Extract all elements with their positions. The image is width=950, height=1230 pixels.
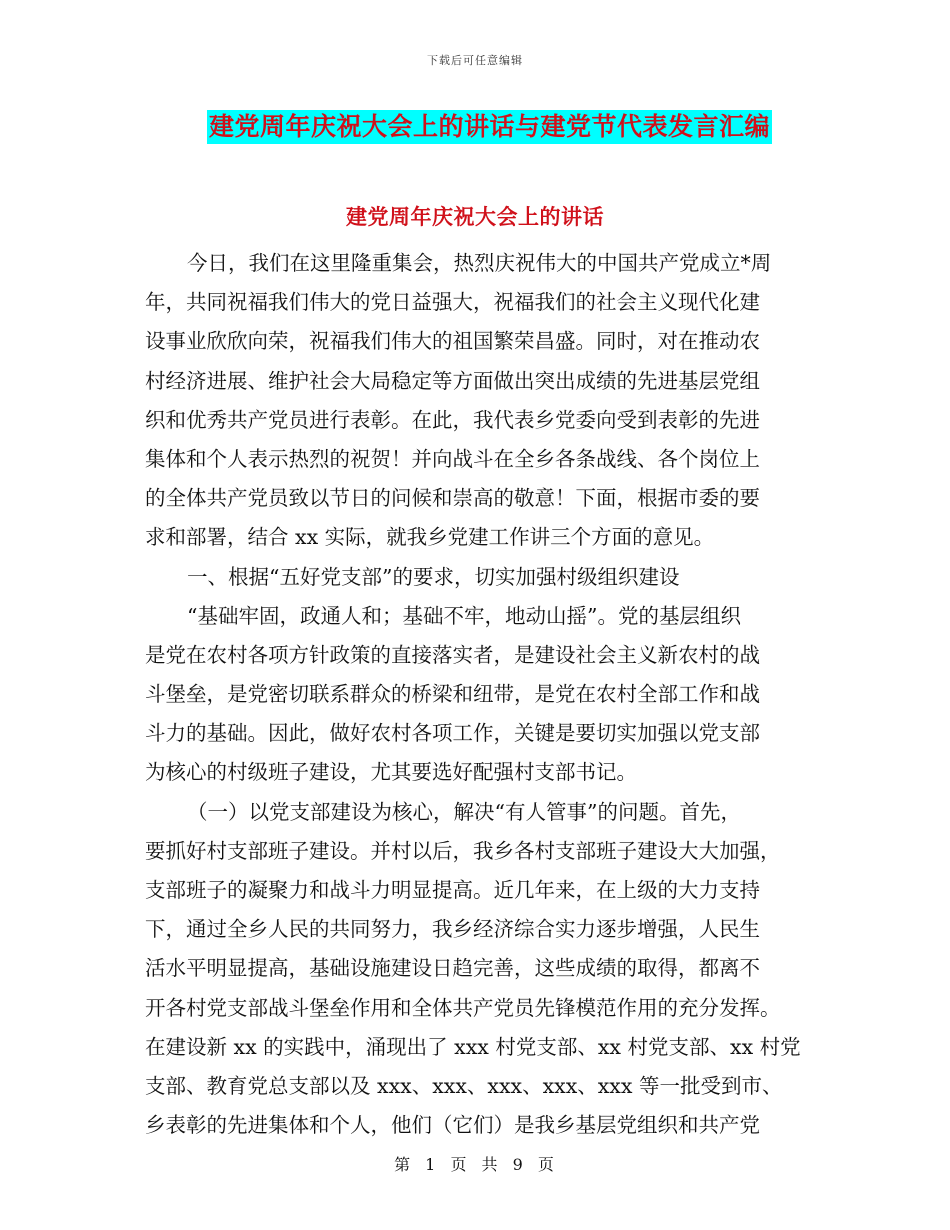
page-number-footer: 第 1 页 共 9 页	[394, 1155, 556, 1174]
paragraph-line: 是党在农村各项方针政策的直接落实者，是建设社会主义新农村的战	[145, 642, 760, 667]
paragraph-line: 支部、教育党总支部以及 xxx、xxx、xxx、xxx、xxx 等一批受到市、	[145, 1073, 783, 1098]
paragraph-line: 斗力的基础。因此，做好农村各项工作，关键是要切实加强以党支部	[145, 721, 760, 746]
section-title: 建党周年庆祝大会上的讲话	[346, 204, 604, 229]
paragraph-line: 要抓好村支部班子建设。并村以后，我乡各村支部班子建设大大加强，	[145, 838, 781, 863]
paragraph-line: 支部班子的凝聚力和战斗力明显提高。近几年来，在上级的大力支持	[145, 878, 760, 902]
paragraph-line: （一）以党支部建设为核心，解决“有人管事”的问题。首先，	[187, 799, 741, 824]
paragraph-line: 为核心的村级班子建设，尤其要选好配强村支部书记。	[145, 760, 637, 785]
paragraph-line: 斗堡垒，是党密切联系群众的桥梁和纽带，是党在农村全部工作和战	[145, 682, 760, 707]
paragraph-line: 活水平明显提高，基础设施建设日趋完善，这些成绩的取得，都离不	[145, 956, 760, 981]
paragraph-line: “基础牢固，政通人和；基础不牢，地动山摇”。党的基层组织	[187, 603, 741, 628]
paragraph-line: 下，通过全乡人民的共同努力，我乡经济综合实力逐步增强，人民生	[145, 917, 760, 942]
paragraph-line: 今日，我们在这里隆重集会，热烈庆祝伟大的中国共产党成立*周	[187, 251, 772, 275]
document-main-title: 建党周年庆祝大会上的讲话与建党节代表发言汇编	[207, 110, 772, 144]
paragraph-line: 求和部署，结合 xx 实际，就我乡党建工作讲三个方面的意见。	[145, 525, 715, 550]
paragraph-line: 设事业欣欣向荣，祝福我们伟大的祖国繁荣昌盛。同时，对在推动农	[145, 329, 760, 354]
paragraph-line: 集体和个人表示热烈的祝贺！并向战斗在全乡各条战线、各个岗位上	[145, 446, 760, 471]
paragraph-line: 在建设新 xx 的实践中，涌现出了 xxx 村党支部、xx 村党支部、xx 村党	[145, 1034, 801, 1059]
paragraph-line: 村经济进展、维护社会大局稳定等方面做出突出成绩的先进基层党组	[145, 368, 760, 393]
paragraph-line: 年，共同祝福我们伟大的党日益强大，祝福我们的社会主义现代化建	[145, 290, 760, 315]
section-heading-line: 一、根据“五好党支部”的要求，切实加强村级组织建设	[187, 564, 680, 589]
paragraph-line: 开各村党支部战斗堡垒作用和全体共产党员先锋模范作用的充分发挥。	[145, 995, 781, 1020]
paragraph-line: 乡表彰的先进集体和个人，他们（它们）是我乡基层党组织和共产党	[145, 1113, 760, 1138]
header-note: 下载后可任意编辑	[427, 54, 523, 67]
body-text	[145, 244, 809, 1145]
paragraph-line: 的全体共产党员致以节日的问候和崇高的敬意！下面，根据市委的要	[145, 486, 760, 511]
paragraph-line: 织和优秀共产党员进行表彰。在此，我代表乡党委向受到表彰的先进	[145, 407, 760, 432]
